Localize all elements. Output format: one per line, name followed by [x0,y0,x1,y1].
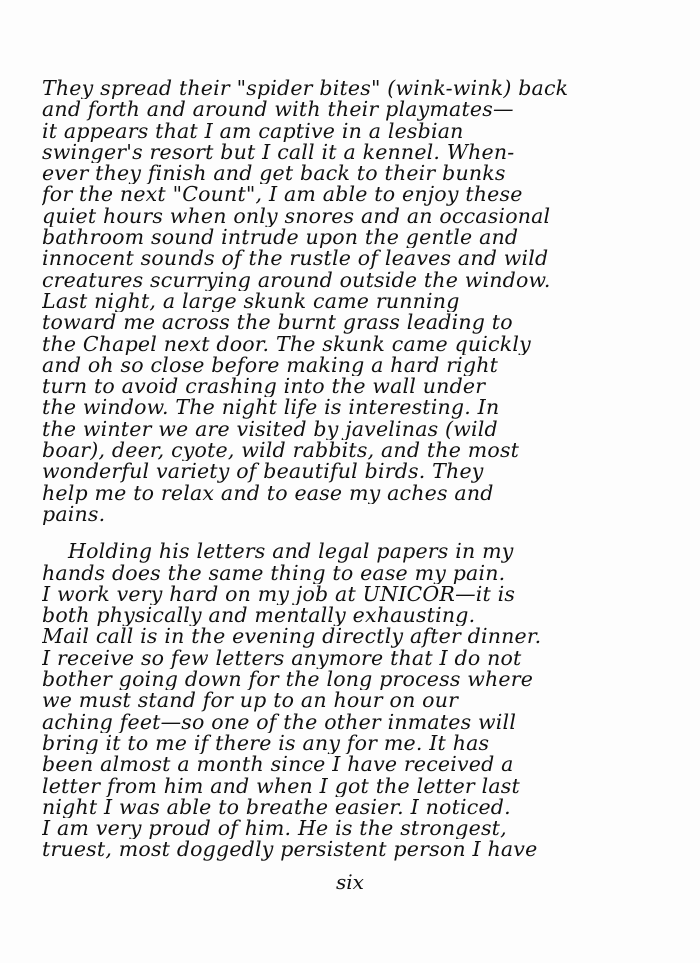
text-line: bring it to me if there is any for me. It has [42,732,490,755]
text-line: I am very proud of him. He is the strongest, [42,818,507,840]
text-line: the window. The night life is interesting. In [42,397,500,419]
text-line: truest, most doggedly persistent person I have [42,839,538,861]
text-line: the winter we are visited by javelinas (wild [42,418,498,441]
text-line: night I was able to breathe easier. I noticed. [42,796,511,819]
paragraph-1 [42,78,682,525]
text-line: turn to avoid crashing into the wall under [42,376,486,398]
text-line: bother going down for the long process where [42,669,534,691]
text-line: Mail call is in the evening directly after dinner. [42,626,542,648]
text-line: They spread their "spider bites" (wink-wink) back [42,78,569,100]
text-line: bathroom sound intrude upon the gentle and [42,227,519,249]
text-line: wonderful variety of beautiful birds. They [42,461,484,483]
text-line: quiet hours when only snores and an occasional [42,205,551,228]
text-line: both physically and mentally exhausting. [42,605,476,627]
text-line: help me to relax and to ease my aches and [42,482,494,504]
text-line: pains. [42,503,106,526]
text-line: swinger's resort but I call it a kennel. When- [42,141,515,164]
text-line: and forth and around with their playmates— [42,99,514,121]
text-line: creatures scurrying around outside the window. [42,269,551,291]
text-line: toward me across the burnt grass leading to [42,312,513,334]
text-line: ever they finish and get back to their bunks [42,163,506,185]
text-line: I receive so few letters anymore that I do not [42,647,522,670]
text-line: and oh so close before making a hard right [42,354,499,377]
text-line: for the next "Count", I am able to enjoy these [42,184,523,206]
text-line: letter from him and when I got the letter last [42,775,520,797]
text-line: I work very hard on my job at UNICOR—it is [42,583,516,606]
text-line: boar), deer, cyote, wild rabbits, and the most [42,440,520,462]
letter-body [42,78,682,861]
page-number: six [336,870,364,894]
text-line: we must stand for up to an hour on our [42,690,459,712]
text-line: aching feet—so one of the other inmates will [42,711,517,733]
text-line: the Chapel next door. The skunk came quickly [42,333,531,355]
paragraph-gap [42,525,682,541]
text-line: Last night, a large skunk came running [42,290,460,313]
paragraph-2 [42,541,682,860]
text-line: been almost a month since I have received a [42,754,514,776]
text-line: innocent sounds of the rustle of leaves and wild [42,248,549,270]
text-line: Holding his letters and legal papers in my [68,541,514,563]
text-line: hands does the same thing to ease my pain. [42,562,506,584]
text-line: it appears that I am captive in a lesbian [42,120,464,142]
